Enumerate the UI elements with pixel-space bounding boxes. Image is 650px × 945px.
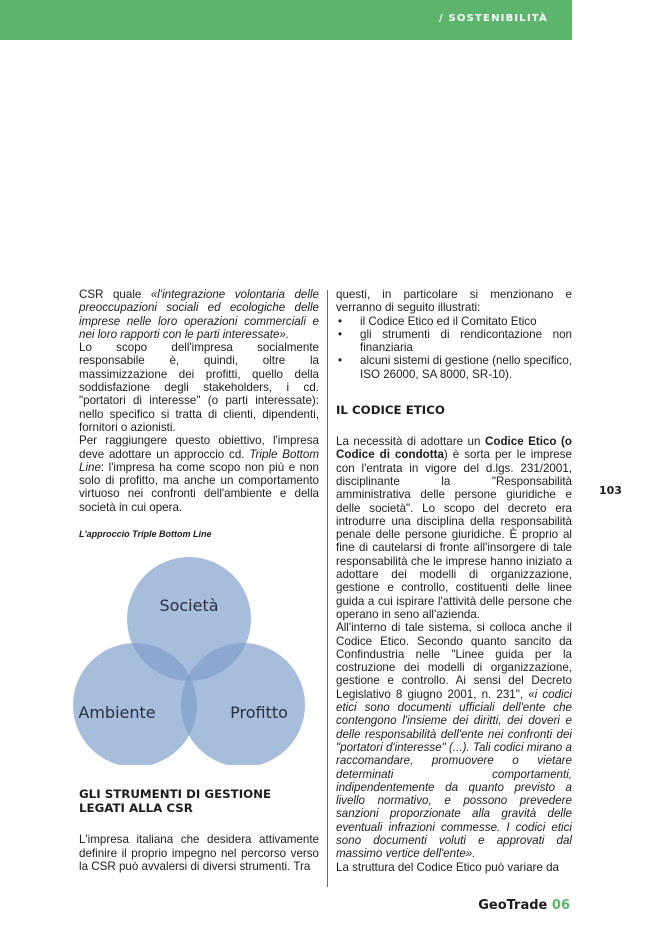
- venn-label-profitto: Profitto: [230, 703, 288, 723]
- venn-label-ambiente: Ambiente: [78, 703, 156, 723]
- venn-label-societa: Società: [159, 596, 219, 616]
- section-heading: GLI STRUMENTI DI GESTIONE LEGATI ALLA CSR: [79, 787, 272, 816]
- list-item: • alcuni sistemi di gestione (nello specifico, ISO 26000, SA 8000, SR-10).: [336, 354, 572, 381]
- paragraph: Lo scopo dell'impresa socialmente responsabile è, quindi, oltre la massimizzazione dei profitti, quello della soddisfazione degli stakeholders, i cd. "portatori di interesse" (o parti interessate): nello specifico si tratta di clienti, dipendenti, fornitori o azionisti.: [79, 341, 319, 434]
- paragraph: All'interno di tale sistema, si colloca anche il Codice Etico. Secondo quanto sancito da Confindustria nelle "Linee guida per la costruzione dei modelli di organizzazione, gestione e controllo. Ai sensi del Decreto Legislativo 8 giugno 2001, n. 231", «i codici etici sono documenti ufficiali dell'ente che contengono l'insieme dei diritti, dei doveri e delle responsabilità dell'ente nei confronti dei "portatori d'interesse" (...). Tali codici mirano a raccomandare, promuovere o vietare determinati comportamenti, indipendentemente da quanto previsto a livello normativo, e possono prevedere sanzioni proporzionate alla gravità delle eventuali infrazioni commesse. I codici etici sono documenti voluti e approvati dal massimo vertice dell'ente».: [336, 621, 572, 861]
- column-divider: [327, 290, 328, 887]
- paragraph: questi, in particolare si menzionano e verranno di seguito illustrati:: [336, 288, 572, 315]
- figure-caption: L'approccio Triple Bottom Line: [79, 529, 212, 540]
- paragraph: L'impresa italiana che desidera attivamente definire il proprio impegno nel percorso verso la CSR può avvalersi di diversi strumenti. Tra: [79, 833, 319, 873]
- issue-number: 06: [551, 898, 570, 913]
- right-column: [336, 288, 572, 874]
- paragraph: La necessità di adottare un Codice Etico (o Codice di condotta) è sorta per le imprese con l'entrata in vigore del d.lgs. 231/2001, disciplinante la "Responsabilità amministrativa delle persone giuridiche e delle società". Lo scopo del decreto era introdurre una disciplina della responsabilità penale delle persone giuridiche. È proprio al fine di cautelarsi di fronte all'insorgere di tale responsabilità che le imprese hanno iniziato a adottare dei modelli di organizzazione, gestione e controllo, costituenti delle linee guida a cui ispirare l'attività delle persone che operano in seno all'azienda.: [336, 435, 572, 621]
- list-item: • gli strumenti di rendicontazione non finanziaria: [336, 328, 572, 355]
- paragraph: CSR quale «l'integrazione volontaria delle preoccupazioni sociali ed ecologiche delle imprese nelle loro operazioni commerciali e nei loro rapporti con le parti interessate».: [79, 288, 319, 341]
- list-item: • il Codice Etico ed il Comitato Etico: [336, 315, 572, 328]
- magazine-brand: [478, 898, 570, 913]
- brand-name: GeoTrade: [478, 898, 552, 913]
- bullet-list: [336, 315, 572, 381]
- section-heading: IL CODICE ETICO: [336, 403, 445, 418]
- venn-diagram: [49, 555, 329, 765]
- page-number: 103: [599, 484, 622, 497]
- top-banner: [0, 0, 572, 40]
- left-column: [79, 288, 319, 873]
- paragraph: La struttura del Codice Etico può variare da: [336, 860, 559, 874]
- section-label: / SOSTENIBILITÀ: [438, 13, 548, 24]
- paragraph: Per raggiungere questo obiettivo, l'impresa deve adottare un approccio cd. Triple Bottom Line: l'impresa ha come scopo non più e non solo di profitto, ma anche un comportamento virtuoso nei confronti dell'ambiente e della società in cui opera.: [79, 434, 319, 514]
